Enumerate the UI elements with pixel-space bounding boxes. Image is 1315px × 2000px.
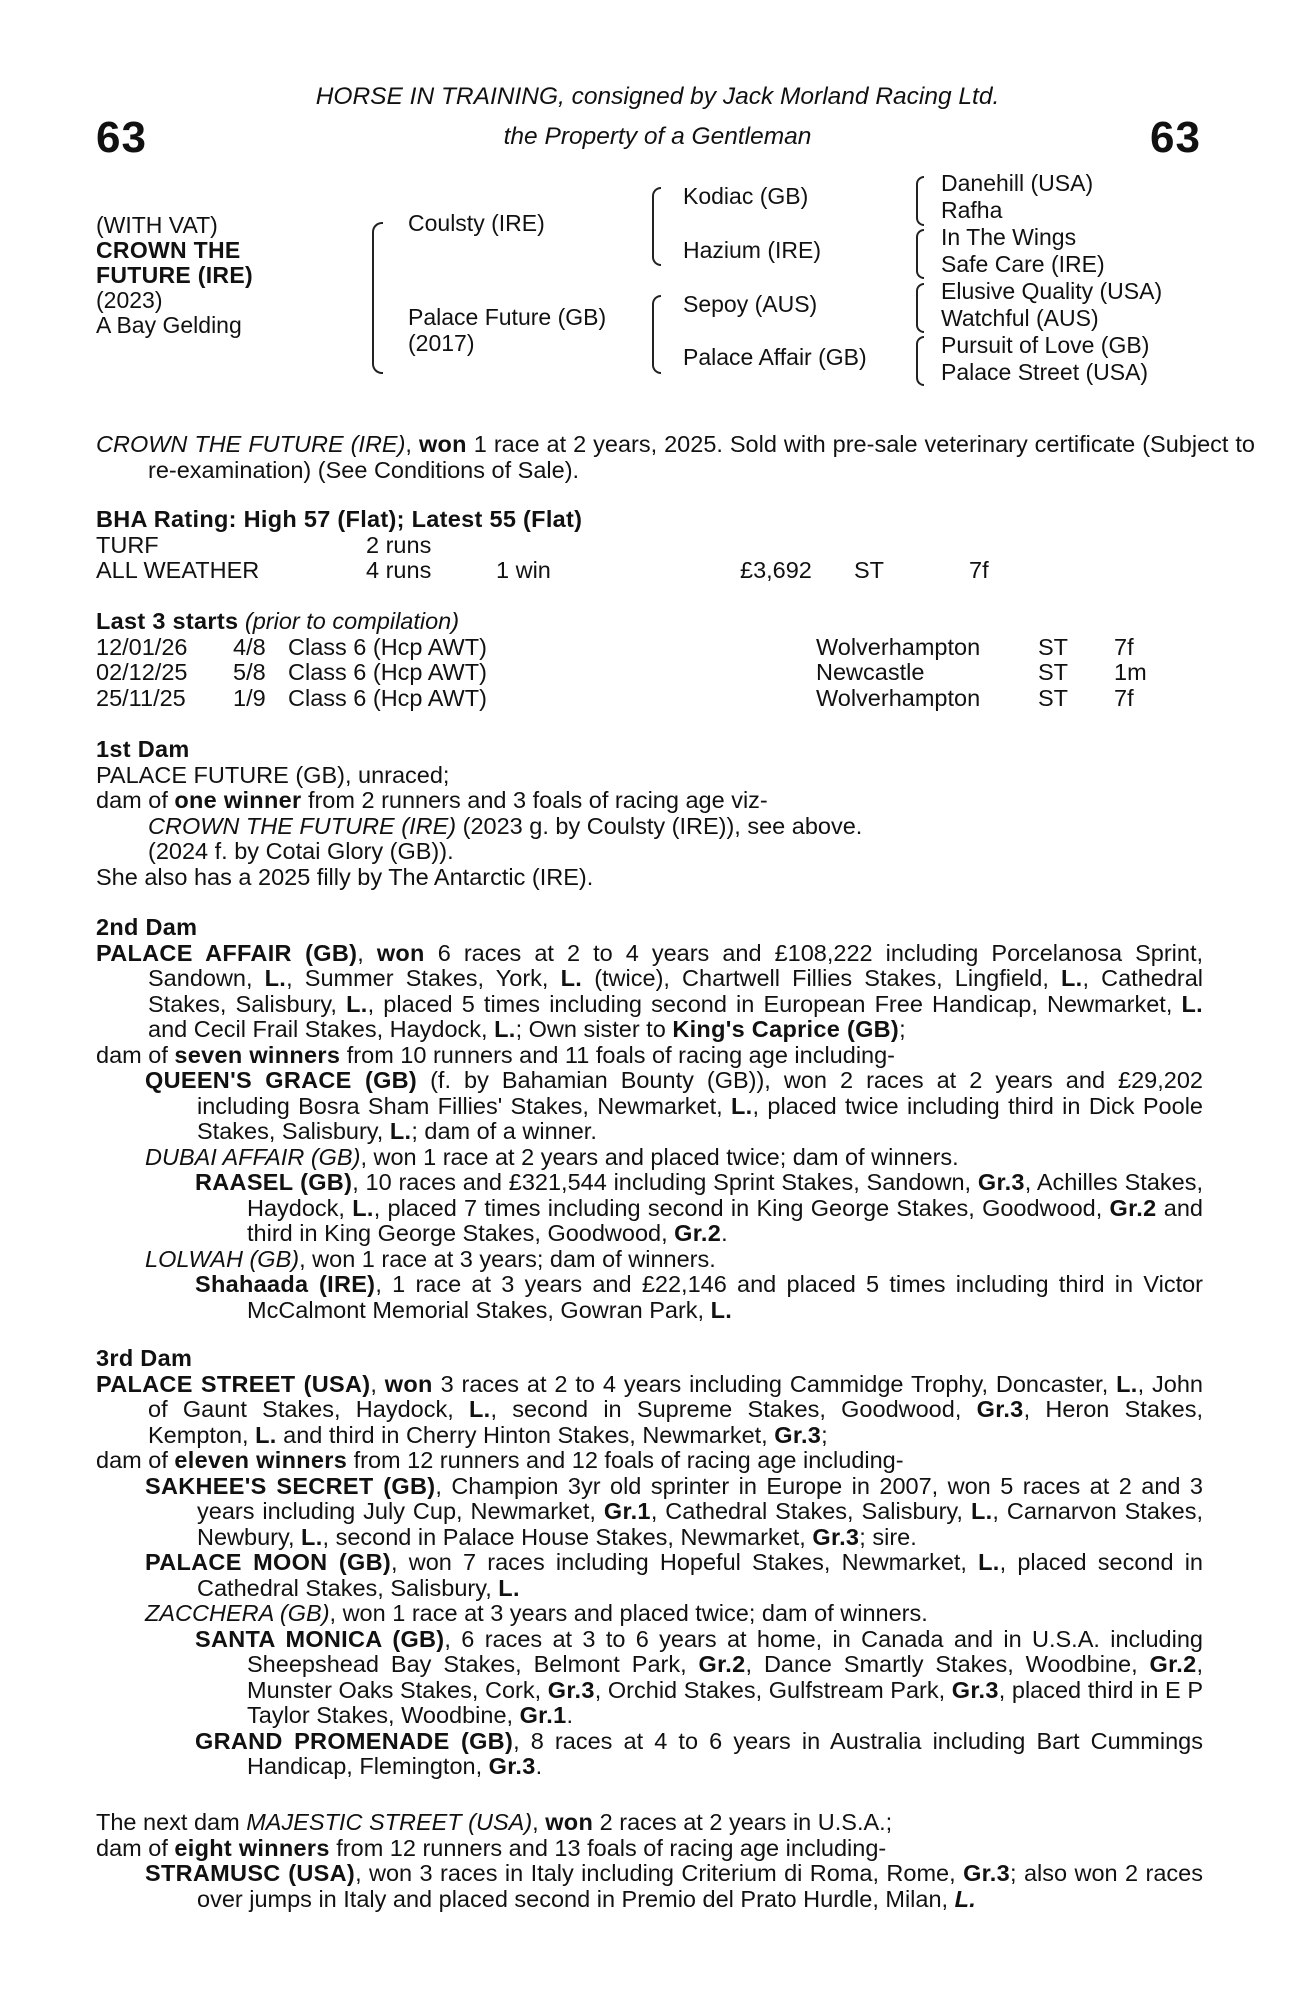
grade: L.	[494, 1016, 516, 1042]
won: won	[545, 1809, 594, 1835]
surface: TURF	[96, 531, 159, 558]
grade: L.	[264, 965, 287, 991]
grade: L.	[1060, 965, 1083, 991]
start-course: Wolverhampton	[816, 633, 981, 660]
brace-g3-1	[916, 176, 924, 226]
produce-entry	[96, 1068, 1203, 1145]
gen3-2: Rafha	[941, 197, 1003, 223]
start-distance: 1m	[1114, 659, 1147, 685]
first-dam-produce-line	[96, 788, 1203, 814]
text: , Champion 3yr old sprinter in Europe in 2007, won 5 races at 2 and 3 years including July Cup, Newmarket,	[197, 1472, 1203, 1524]
produce-entry: (2024 f. by Cotai Glory (GB)).	[148, 838, 454, 864]
gen3-8: Palace Street (USA)	[941, 359, 1149, 385]
text: (twice), Chartwell Fillies Stakes, Lingfield,	[582, 965, 1061, 991]
text: .	[566, 1702, 574, 1728]
dam-name: PALACE AFFAIR (GB)	[96, 939, 358, 966]
text: , 1 race at 3 years and £22,146 and placed 5 times including third in Victor McCalmont Memorial Stakes, Gowran Park,	[247, 1271, 1203, 1323]
start-position: 4/8	[233, 633, 266, 660]
text: from 12 runners and 13 foals of racing age including-	[329, 1834, 887, 1861]
produce-name: DUBAI AFFAIR (GB)	[145, 1143, 361, 1170]
start-distance: 7f	[1114, 684, 1134, 711]
text: , won 1 race at 3 years and placed twice; dam of winners.	[329, 1600, 928, 1626]
produce-name: SAKHEE'S SECRET (GB)	[145, 1472, 436, 1499]
winner-count: seven winners	[174, 1041, 341, 1068]
horse-block	[96, 213, 253, 338]
text: .	[535, 1753, 543, 1779]
property-line: the Property of a Gentleman	[503, 123, 812, 150]
start-position: 1/9	[233, 684, 266, 711]
grade: L.	[1116, 1370, 1138, 1397]
text: (2023 g. by Coulsty (IRE)), see above.	[456, 812, 863, 839]
dam-dam: Palace Affair (GB)	[683, 344, 867, 370]
won: won	[384, 1370, 433, 1397]
produce-entry	[96, 1861, 1203, 1912]
grade: Gr.3	[547, 1676, 595, 1703]
sibling-name: King's Caprice (GB)	[672, 1016, 900, 1042]
brace-g3-2	[916, 229, 924, 279]
first-dam-heading: 1st Dam	[96, 736, 190, 762]
runs: 2 runs	[366, 531, 432, 558]
text: dam of	[96, 1834, 175, 1861]
consignor-line: HORSE IN TRAINING, consigned by Jack Morland Racing Ltd.	[315, 83, 1000, 110]
text: ; Own sister to	[515, 1016, 673, 1042]
lot-number-left: 63	[96, 113, 147, 162]
text: 2 races at 2 years in U.S.A.;	[593, 1809, 893, 1835]
grade: Gr.3	[488, 1753, 536, 1779]
dam-name: MAJESTIC STREET (USA)	[246, 1809, 533, 1835]
grade: Gr.3	[976, 1396, 1024, 1422]
next-dam-section	[96, 1810, 1203, 1912]
second-dam-produce-line	[96, 1043, 1203, 1069]
horse-description: A Bay Gelding	[96, 312, 242, 338]
distance: 7f	[969, 557, 989, 583]
grade: L.	[731, 1092, 753, 1119]
brace-g3-3	[916, 283, 924, 333]
start-going: ST	[1038, 633, 1069, 660]
third-dam-record	[96, 1372, 1203, 1449]
grade: Gr.3	[774, 1421, 822, 1448]
text: .	[721, 1220, 728, 1246]
brace-sire	[652, 187, 661, 266]
won: won	[376, 939, 425, 966]
summary-horse-name: CROWN THE FUTURE (IRE)	[96, 431, 406, 457]
grade: L.	[352, 1194, 374, 1221]
grade: Gr.2	[674, 1220, 722, 1246]
text: , Munster Oaks Stakes, Cork,	[247, 1651, 1203, 1703]
text: , second in Palace House Stakes, Newmarket,	[322, 1523, 813, 1550]
text: 6 races at 2 to 4 years and £108,222 including Porcelanosa Sprint, Sandown,	[148, 939, 1204, 991]
start-row	[96, 686, 1203, 712]
text: , John of Gaunt Stakes, Haydock,	[148, 1370, 1203, 1422]
produce-name: SANTA MONICA (GB)	[195, 1625, 445, 1652]
grade: L.	[978, 1549, 1000, 1575]
start-row	[96, 660, 1203, 686]
race-summary: CROWN THE FUTURE (IRE), won 1 race at 2 years, 2025. Sold with pre-sale veterinary certificate (Subject to re-examination) (See Conditions of Sale).	[96, 431, 1255, 483]
winner-count: eight winners	[174, 1834, 330, 1861]
text: and third in King George Stakes, Goodwood,	[247, 1194, 1203, 1246]
text: , 8 races at 4 to 6 years in Australia including Bart Cummings Handicap, Flemington,	[247, 1727, 1203, 1779]
produce-name: CROWN THE FUTURE (IRE)	[148, 812, 457, 839]
dam-year: (2017)	[408, 330, 475, 356]
text: from 12 runners and 12 foals of racing age including-	[347, 1447, 904, 1473]
start-date: 12/01/26	[96, 633, 188, 660]
text: ; dam of a winner.	[411, 1118, 597, 1144]
rating-heading: BHA Rating: High 57 (Flat); Latest 55 (Flat)	[96, 506, 583, 532]
grade: L.	[1181, 990, 1204, 1017]
grade: L.	[389, 1118, 412, 1144]
text: ; also won 2 races over jumps in Italy and placed second in Premio del Prato Hurdle, Milan,	[197, 1860, 1203, 1912]
produce-name: PALACE MOON (GB)	[145, 1549, 392, 1575]
third-dam-heading: 3rd Dam	[96, 1345, 193, 1371]
produce-entry	[96, 1145, 1203, 1171]
first-dam-name: PALACE FUTURE (GB), unraced;	[96, 761, 450, 788]
rating-row-aw	[96, 558, 1203, 584]
grade: L.	[970, 1498, 993, 1524]
text: ,	[357, 939, 377, 966]
second-dam-section	[96, 915, 1203, 1323]
vat-note: (WITH VAT)	[96, 212, 218, 238]
text: , placed twice including third in Dick Poole Stakes, Salisbury,	[197, 1092, 1203, 1144]
gen3-7: Pursuit of Love (GB)	[941, 332, 1150, 358]
grade: L.	[469, 1396, 491, 1422]
text: , Dance Smartly Stakes, Woodbine,	[745, 1651, 1150, 1677]
text: ;	[821, 1421, 828, 1448]
summary-text: 1 race at 2 years, 2025. Sold with pre-sale veterinary certificate (Subject to re-examination) (See Conditions of Sale).	[148, 431, 1255, 483]
grade: Gr.2	[1109, 1194, 1157, 1221]
start-course: Wolverhampton	[816, 684, 981, 711]
grade: Gr.3	[951, 1676, 999, 1703]
start-distance: 7f	[1114, 633, 1134, 660]
text: , placed 5 times including second in European Free Handicap, Newmarket,	[367, 990, 1182, 1017]
text: dam of	[96, 1447, 175, 1473]
third-dam-section	[96, 1346, 1203, 1780]
text: , placed third in E P Taylor Stakes, Woodbine,	[247, 1676, 1204, 1728]
produce-name: LOLWAH (GB)	[145, 1245, 300, 1272]
surface: ALL WEATHER	[96, 557, 260, 583]
dam-sire: Sepoy (AUS)	[683, 291, 818, 317]
gen3-3: In The Wings	[941, 224, 1077, 250]
grade: L.	[498, 1574, 520, 1601]
produce-entry	[96, 1170, 1203, 1247]
start-race: Class 6 (Hcp AWT)	[288, 659, 487, 685]
gen3-6: Watchful (AUS)	[941, 305, 1099, 331]
text: , Summer Stakes, York,	[286, 965, 561, 991]
text: , 10 races and £321,544 including Sprint Stakes, Sandown,	[352, 1169, 978, 1195]
text: ; sire.	[859, 1523, 917, 1550]
produce-entry	[96, 1627, 1203, 1729]
text: , won 7 races including Hopeful Stakes, Newmarket,	[391, 1549, 979, 1575]
brace-gen1	[372, 222, 383, 374]
grade: L.	[710, 1296, 733, 1323]
wins: 1 win	[496, 557, 551, 583]
text: dam of	[96, 787, 175, 813]
produce-entry	[96, 1729, 1203, 1780]
text: (f. by Bahamian Bounty (GB)), won 2 races at 2 years and £29,202 including Bosra Sham Fillies' Stakes, Newmarket,	[197, 1067, 1203, 1119]
grade: L.	[954, 1885, 977, 1912]
produce-entry	[96, 1474, 1203, 1551]
grade: Gr.3	[963, 1860, 1011, 1886]
first-dam-note: She also has a 2025 filly by The Antarctic (IRE).	[96, 863, 594, 890]
text: from 10 runners and 11 foals of racing age including-	[340, 1041, 896, 1068]
lot-number-right: 63	[1150, 113, 1201, 162]
horse-name-line2: FUTURE (IRE)	[96, 262, 253, 288]
rating-section	[96, 507, 1203, 584]
going: ST	[854, 557, 885, 583]
grade: L.	[346, 990, 368, 1017]
text: , won 1 race at 2 years and placed twice; dam of winners.	[360, 1143, 959, 1170]
last-starts-note: (prior to compilation)	[244, 608, 460, 634]
brace-dam	[652, 295, 661, 374]
winner-count: eleven winners	[174, 1447, 348, 1473]
text: ,	[370, 1370, 385, 1397]
sire: Coulsty (IRE)	[408, 210, 545, 236]
prize: £3,692	[740, 557, 812, 583]
text: and third in Cherry Hinton Stakes, Newmarket,	[276, 1421, 775, 1448]
produce-entry	[96, 1247, 1203, 1273]
sire-sire: Kodiac (GB)	[683, 183, 809, 209]
start-date: 02/12/25	[96, 659, 188, 685]
text: , 6 races at 3 to 6 years at home, in Canada and in U.S.A. including Sheepshead Bay Stakes, Belmont Park,	[247, 1625, 1203, 1677]
produce-name: STRAMUSC (USA)	[145, 1860, 356, 1886]
text: , won 3 races in Italy including Criterium di Roma, Rome,	[355, 1860, 964, 1886]
grade: Gr.1	[519, 1702, 567, 1728]
grade: L.	[255, 1421, 277, 1448]
dam: Palace Future (GB)	[408, 304, 607, 330]
grade: Gr.2	[1149, 1651, 1197, 1677]
gen3-4: Safe Care (IRE)	[941, 251, 1105, 277]
winner-count: one winner	[174, 787, 302, 813]
second-dam-heading: 2nd Dam	[96, 914, 198, 940]
brace-g3-4	[916, 336, 924, 386]
rating-row-turf	[96, 533, 1203, 559]
text: The next dam	[96, 1809, 247, 1835]
start-going: ST	[1038, 659, 1069, 685]
text: , Achilles Stakes, Haydock,	[247, 1169, 1203, 1221]
last-starts-section	[96, 609, 1203, 711]
text: 3 races at 2 to 4 years including Cammidge Trophy, Doncaster,	[432, 1370, 1117, 1397]
start-going: ST	[1038, 684, 1069, 711]
text: , Cathedral Stakes, Salisbury,	[148, 965, 1204, 1017]
text: , placed 7 times including second in King George Stakes, Goodwood,	[373, 1194, 1110, 1221]
text: , Carnarvon Stakes, Newbury,	[197, 1498, 1203, 1550]
second-dam-record	[96, 941, 1203, 1043]
text: , Cathedral Stakes, Salisbury,	[650, 1498, 971, 1524]
produce-name: QUEEN'S GRACE (GB)	[145, 1067, 418, 1093]
produce-entry	[96, 814, 1203, 840]
first-dam-section	[96, 737, 1203, 890]
grade: Gr.2	[698, 1651, 746, 1677]
text: and Cecil Frail Stakes, Haydock,	[148, 1016, 495, 1042]
produce-name: Shahaada (IRE)	[195, 1271, 376, 1297]
start-date: 25/11/25	[96, 684, 186, 711]
runs: 4 runs	[366, 557, 432, 583]
start-race: Class 6 (Hcp AWT)	[288, 633, 487, 660]
text: ,	[532, 1809, 546, 1835]
produce-entry	[96, 1601, 1203, 1627]
text: , placed second in Cathedral Stakes, Salisbury,	[197, 1549, 1204, 1601]
text: ;	[899, 1016, 906, 1042]
start-course: Newcastle	[816, 659, 925, 685]
text: dam of	[96, 1041, 175, 1068]
text: , Orchid Stakes, Gulfstream Park,	[594, 1676, 952, 1703]
summary-won: won	[418, 431, 467, 457]
start-position: 5/8	[233, 659, 266, 685]
horse-year: (2023)	[96, 287, 163, 313]
grade: L.	[301, 1523, 323, 1550]
gen3-5: Elusive Quality (USA)	[941, 278, 1163, 304]
text: , won 1 race at 3 years; dam of winners.	[299, 1245, 716, 1272]
third-dam-produce-line	[96, 1448, 1203, 1474]
text: from 2 runners and 3 foals of racing age viz-	[301, 787, 768, 813]
grade: Gr.3	[977, 1169, 1025, 1195]
produce-name: RAASEL (GB)	[195, 1169, 353, 1195]
last-starts-heading: Last 3 starts	[96, 608, 239, 634]
start-race: Class 6 (Hcp AWT)	[288, 684, 487, 711]
text: , Heron Stakes, Kempton,	[148, 1396, 1204, 1448]
start-row	[96, 635, 1203, 661]
produce-entry	[96, 1550, 1203, 1601]
next-dam-line	[96, 1810, 1203, 1836]
text: , second in Supreme Stakes, Goodwood,	[490, 1396, 977, 1422]
dam-name: PALACE STREET (USA)	[96, 1370, 371, 1397]
sire-dam: Hazium (IRE)	[683, 237, 822, 263]
produce-name: ZACCHERA (GB)	[145, 1600, 330, 1626]
grade: L.	[560, 965, 583, 991]
produce-entry	[96, 1272, 1203, 1323]
next-dam-produce-line	[96, 1836, 1203, 1862]
horse-name-line1: CROWN THE	[96, 237, 241, 263]
grade: Gr.1	[603, 1498, 651, 1524]
grade: Gr.3	[812, 1523, 860, 1550]
produce-name: GRAND PROMENADE (GB)	[195, 1727, 514, 1754]
gen3-1: Danehill (USA)	[941, 170, 1094, 196]
